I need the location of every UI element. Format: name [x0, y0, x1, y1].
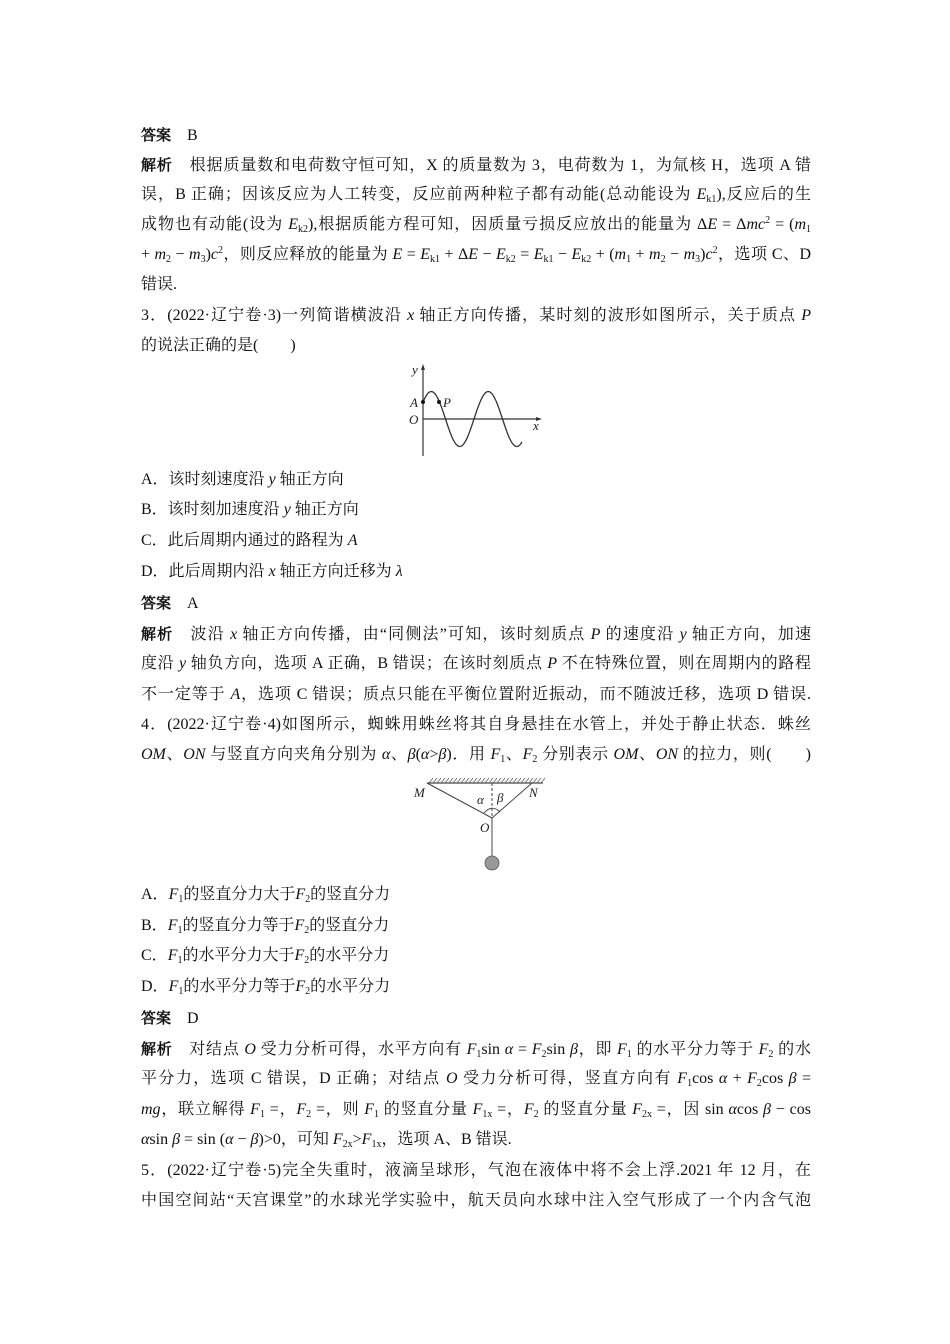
label-beta: β — [497, 790, 504, 805]
text-segment: − — [478, 246, 496, 263]
text-segment: 2 — [756, 1078, 762, 1089]
text-segment: ( — [415, 746, 421, 763]
hatch-mark — [513, 778, 517, 783]
text-segment: 1 — [806, 224, 811, 235]
text-segment: OM — [141, 746, 166, 763]
text-segment: E — [533, 246, 544, 263]
text-segment: 2 — [305, 986, 311, 997]
text-segment: 2 — [765, 215, 771, 226]
text-segment: F — [364, 1101, 374, 1118]
text-segment: 2 — [304, 955, 310, 966]
text-segment: 的竖直分力 — [309, 917, 390, 934]
text-segment: B — [171, 127, 198, 144]
text-segment: 2 — [712, 245, 718, 256]
text-segment: 对结点 — [172, 1041, 245, 1058]
text-segment: = Δ — [717, 216, 747, 233]
text-segment: 1 — [177, 955, 183, 966]
text-segment: 波沿 — [173, 626, 231, 643]
text-segment: E — [468, 246, 479, 263]
hatch-mark — [481, 778, 485, 783]
text-segment: A． — [141, 886, 169, 903]
text-segment: β — [438, 746, 447, 763]
text-segment: =， — [492, 1101, 524, 1118]
text-segment: β — [569, 1041, 578, 1058]
hatch-mark — [533, 778, 537, 783]
text-segment: 不在特殊位置，则在周期内的路程 — [557, 655, 811, 672]
text-segment: 、 — [165, 746, 184, 763]
text-segment: P — [590, 626, 601, 643]
text-segment: ，联立解得 — [160, 1101, 251, 1118]
text-segment: F — [523, 1101, 534, 1118]
spider-ball — [485, 856, 499, 870]
text-segment: + Δ — [440, 246, 469, 263]
text-segment: 轴正方向传播，由“同侧法”可知，该时刻质点 — [237, 626, 591, 643]
text-segment: x — [268, 563, 276, 580]
hatch-mark — [441, 778, 445, 783]
label-m: M — [414, 785, 425, 800]
text-segment: 、 — [390, 746, 408, 763]
text-segment: ON — [183, 746, 206, 763]
text-segment: F — [522, 746, 533, 763]
hatch-mark — [537, 778, 541, 783]
text-segment: 2 — [304, 925, 310, 936]
text-segment: F — [490, 746, 501, 763]
text-segment: 1 — [626, 254, 632, 265]
text-segment: 的水平分力等于 — [631, 1041, 759, 1058]
text-segment: 的竖直分力 — [310, 886, 391, 903]
spider-figure — [413, 778, 545, 870]
hatch-mark — [449, 778, 453, 783]
text-segment: E — [496, 246, 506, 263]
hatch-mark — [485, 778, 489, 783]
text-segment: 轴正方向 — [275, 471, 344, 488]
text-segment: 5．(2022·辽宁卷·5)完全失重时，液滴呈球形，气泡在液体中将不会上浮.2021 年 12 月，在 — [141, 1162, 811, 1179]
text-segment: y — [679, 626, 687, 643]
text-segment: P — [547, 655, 558, 672]
section-label: 答案 — [141, 126, 172, 144]
text-segment: F — [294, 917, 305, 934]
text-segment: 2 — [166, 254, 172, 265]
text-segment: 与竖直方向夹角分别为 — [205, 746, 382, 763]
text-segment: D — [171, 1010, 199, 1027]
text-segment: 2x — [342, 1139, 353, 1150]
hatch-mark — [525, 778, 529, 783]
text-segment: > — [429, 746, 439, 763]
text-segment: k1 — [706, 194, 717, 205]
text-segment: ，选项 A、B 错误. — [381, 1131, 512, 1148]
text-segment: α — [504, 1041, 514, 1058]
text-segment: 2x — [641, 1109, 652, 1120]
text-segment: sin — [481, 1041, 505, 1058]
text-segment: ),反应后的生 — [716, 186, 811, 203]
hatch-mark — [501, 778, 505, 783]
text-segment: = — [796, 1070, 811, 1087]
text-segment: y — [178, 655, 187, 672]
text-segment: 2 — [218, 245, 223, 256]
text-segment: F — [677, 1070, 688, 1087]
text-segment: 轴正方向 — [290, 501, 359, 518]
text-segment: 1x — [482, 1109, 493, 1120]
hatch-mark — [453, 778, 457, 783]
text-segment: α — [141, 1131, 150, 1148]
hatch-mark — [517, 778, 521, 783]
label-n: N — [529, 785, 538, 800]
text-segment: 1x — [371, 1139, 382, 1150]
section-label: 答案 — [141, 594, 172, 612]
hatch-mark — [433, 778, 437, 783]
text-segment: F — [332, 1131, 343, 1148]
text-segment: F — [250, 1101, 260, 1118]
text-segment: m — [683, 246, 696, 263]
text-segment: 1 — [259, 1109, 265, 1120]
text-segment: 受力分析可得，竖直方向有 — [457, 1070, 678, 1087]
text-segment: F — [295, 978, 306, 995]
text-segment: 的速度沿 — [600, 626, 680, 643]
text-segment: 的水平分力等于 — [183, 978, 296, 995]
wave-figure — [409, 362, 542, 456]
text-segment: mc — [746, 216, 766, 233]
section-label: 解析 — [141, 156, 173, 174]
section-label: 答案 — [141, 1009, 172, 1027]
text-segment: 1 — [177, 925, 183, 936]
text-segment: F — [361, 1131, 372, 1148]
text-segment: 1 — [178, 894, 184, 905]
hatch-mark — [509, 778, 513, 783]
text-segment: F — [466, 1041, 477, 1058]
text-segment: 的竖直分量 — [538, 1101, 633, 1118]
hatch-mark — [469, 778, 473, 783]
text-segment: + — [631, 246, 650, 263]
text-segment: ),根据质能方程可知，因质量亏损反应放出的能量为 Δ — [308, 216, 708, 233]
text-segment: cos — [692, 1070, 719, 1087]
label-y: y — [412, 362, 418, 377]
text-segment: ) — [700, 246, 706, 263]
text-segment: 的水平分力 — [309, 947, 390, 964]
text-segment: β — [788, 1070, 797, 1087]
text-segment: = — [402, 246, 421, 263]
text-segment: mg — [141, 1101, 161, 1118]
text-segment: 错误. — [141, 276, 178, 293]
text-segment: A — [230, 686, 241, 703]
text-segment: − — [233, 1131, 251, 1148]
text-segment: P — [801, 307, 811, 324]
text-segment: F — [294, 947, 305, 964]
text-segment: − — [553, 246, 572, 263]
text-segment: 的说法正确的是( ) — [141, 337, 296, 354]
text-segment: =，因 sin — [651, 1101, 729, 1118]
text-segment: = sin ( — [180, 1131, 226, 1148]
text-segment: 1 — [178, 986, 184, 997]
text-segment: α — [420, 746, 430, 763]
text-segment: 4．(2022·辽宁卷·4)如图所示，蜘蛛用蛛丝将其自身悬挂在水管上，并处于静止状态．蛛丝 — [141, 716, 811, 733]
text-segment: β — [407, 746, 416, 763]
text-segment: O — [244, 1041, 256, 1058]
text-segment: B． — [141, 917, 168, 934]
text-segment: F — [167, 947, 178, 964]
text-segment: ，则反应释放的能量为 — [223, 246, 393, 263]
text-segment: = — [515, 246, 534, 263]
point-a — [421, 400, 425, 404]
text-segment: OM — [613, 746, 639, 763]
text-segment: D． — [141, 978, 169, 995]
hatch-mark — [521, 778, 525, 783]
text-segment: F — [295, 886, 306, 903]
y-axis-arrow-icon — [421, 364, 425, 370]
text-segment: α — [381, 746, 391, 763]
text-segment: F — [167, 917, 178, 934]
text-segment: D．此后周期内沿 — [141, 563, 269, 580]
text-segment: )．用 — [446, 746, 491, 763]
text-segment: β — [172, 1131, 181, 1148]
hatch-mark — [505, 778, 509, 783]
text-segment: 成物也有动能(设为 — [141, 216, 289, 233]
text-segment: k2 — [581, 254, 592, 265]
text-segment: α — [728, 1101, 737, 1118]
text-segment: 中国空间站“天宫课堂”的水球光学实验中，航天员向水球中注入空气形成了一个内含气泡 — [141, 1192, 811, 1209]
label-alpha: α — [477, 792, 484, 807]
hatch-mark — [529, 778, 533, 783]
text-segment: E — [707, 216, 718, 233]
text-segment: 的拉力，则( ) — [678, 746, 811, 763]
text-segment: = ( — [770, 216, 795, 233]
text-segment: y — [268, 471, 276, 488]
text-segment: A — [347, 532, 358, 549]
text-segment: β — [250, 1131, 259, 1148]
text-segment: + — [141, 246, 155, 263]
text-segment: C． — [141, 947, 168, 964]
text-segment: sin — [546, 1041, 570, 1058]
text-segment: F — [758, 1041, 769, 1058]
text-segment: k1 — [430, 254, 441, 265]
section-label: 解析 — [141, 1040, 173, 1058]
hatch-mark — [437, 778, 441, 783]
text-segment: m — [614, 246, 627, 263]
text-segment: 的竖直分力大于 — [183, 886, 296, 903]
text-segment: ) — [205, 246, 211, 263]
text-segment: y — [283, 501, 291, 518]
text-segment: 轴正方向迁移为 — [275, 563, 396, 580]
text-segment: 2 — [533, 1109, 539, 1120]
text-segment: 不一定等于 — [141, 686, 231, 703]
text-segment: 1 — [626, 1049, 632, 1060]
text-segment: k1 — [543, 254, 554, 265]
text-segment: α — [718, 1070, 728, 1087]
text-segment: 1 — [373, 1109, 379, 1120]
text-segment: 的水 — [773, 1041, 811, 1058]
text-segment: F — [747, 1070, 757, 1087]
text-segment: C．此后周期内通过的路程为 — [141, 532, 348, 549]
text-segment: x — [407, 307, 415, 324]
hatch-mark — [493, 778, 497, 783]
text-segment: 误，B 正确；因该反应为人工转变，反应前两种粒子都有动能(总动能设为 — [141, 186, 697, 203]
text-segment: 2 — [541, 1049, 547, 1060]
text-segment: 的水平分力大于 — [182, 947, 295, 964]
label-a: A — [410, 395, 418, 410]
text-segment: 1 — [500, 754, 506, 765]
hatch-mark — [541, 778, 545, 783]
text-segment: 受力分析可得，水平方向有 — [255, 1041, 467, 1058]
text-segment: O — [446, 1070, 458, 1087]
text-segment: 1 — [687, 1078, 693, 1089]
text-segment: E — [696, 186, 707, 203]
text-segment: α — [225, 1131, 234, 1148]
text-segment: F — [617, 1041, 627, 1058]
text-segment: 轴正方向，加速 — [686, 626, 811, 643]
hatch-mark — [457, 778, 461, 783]
text-segment: = — [513, 1041, 532, 1058]
text-segment: ，选项 C、D — [717, 246, 811, 263]
hatch-mark — [465, 778, 469, 783]
hatch-mark — [461, 778, 465, 783]
text-segment: 的竖直分量 — [378, 1101, 473, 1118]
text-segment: E — [571, 246, 582, 263]
text-segment: A．该时刻速度沿 — [141, 471, 269, 488]
text-segment: E — [288, 216, 298, 233]
hatch-mark — [477, 778, 481, 783]
text-segment: F — [296, 1101, 307, 1118]
text-segment: λ — [395, 563, 403, 580]
text-segment: k2 — [298, 224, 308, 235]
text-segment: − cos — [771, 1101, 811, 1118]
text-segment: 轴负方向，选项 A 正确，B 错误；在该时刻质点 — [186, 655, 548, 672]
text-segment: 2 — [306, 1109, 312, 1120]
text-segment: =， — [264, 1101, 297, 1118]
text-segment: F — [168, 886, 179, 903]
text-segment: m — [189, 246, 201, 263]
text-segment: 平分力，选项 C 错误，D 正确；对结点 — [141, 1070, 446, 1087]
text-segment: + — [727, 1070, 748, 1087]
text-segment: 2 — [532, 754, 538, 765]
text-segment: − — [171, 246, 189, 263]
hatch-mark — [497, 778, 501, 783]
text-segment: 1 — [476, 1049, 482, 1060]
text-segment: E — [392, 246, 403, 263]
label-o: O — [409, 412, 419, 427]
text-segment: ，选项 C 错误；质点只能在平衡位置附近振动，而不随波迁移，选项 D 错误. — [240, 686, 811, 703]
text-segment: 度沿 — [141, 655, 179, 672]
text-segment: ，即 — [577, 1041, 617, 1058]
text-segment: F — [472, 1101, 483, 1118]
hatch-mark — [473, 778, 477, 783]
text-segment: 分别表示 — [537, 746, 614, 763]
text-segment: B．该时刻加速度沿 — [141, 501, 284, 518]
text-segment: 2 — [768, 1049, 774, 1060]
text-segment: 轴正方向传播，某时刻的波形如图所示，关于质点 — [414, 307, 802, 324]
text-segment: cos — [761, 1070, 789, 1087]
label-p: P — [443, 395, 451, 410]
hatch-mark — [445, 778, 449, 783]
text-segment: k2 — [505, 254, 516, 265]
text-segment: A — [171, 595, 199, 612]
label-x: x — [533, 418, 539, 433]
text-segment: m — [154, 246, 167, 263]
text-segment: F — [168, 978, 179, 995]
text-segment: > — [352, 1131, 362, 1148]
text-segment: 2 — [660, 254, 666, 265]
text-segment: F — [531, 1041, 542, 1058]
text-segment: c — [705, 246, 713, 263]
text-segment: − — [665, 246, 684, 263]
hatch-mark — [489, 778, 493, 783]
pipe-hatching — [429, 778, 545, 783]
text-segment: 根据质量数和电荷数守恒可知，X 的质量数为 3，电荷数为 1，为氚核 H，选项 A 错 — [172, 157, 811, 174]
text-segment: )>0，可知 — [258, 1131, 333, 1148]
text-segment: x — [230, 626, 238, 643]
text-segment: + ( — [591, 246, 615, 263]
text-segment: m — [649, 246, 661, 263]
label-o: O — [480, 820, 490, 835]
text-segment: cos — [736, 1101, 764, 1118]
text-segment: 3 — [695, 254, 701, 265]
text-segment: E — [420, 246, 431, 263]
text-segment: =，则 — [311, 1101, 365, 1118]
text-segment: sin — [149, 1131, 173, 1148]
text-segment: 2 — [305, 894, 311, 905]
text-segment: β — [763, 1101, 772, 1118]
text-segment: c — [210, 246, 218, 263]
text-segment: 的水平分力 — [310, 978, 391, 995]
text-segment: 的竖直分力等于 — [182, 917, 295, 934]
text-segment: m — [794, 216, 806, 233]
section-label: 解析 — [141, 625, 174, 643]
text-segment: 、 — [505, 746, 523, 763]
text-segment: ON — [655, 746, 679, 763]
text-segment: 3．(2022·辽宁卷·3)一列简谐横波沿 — [141, 307, 408, 324]
point-p — [437, 400, 441, 404]
hatch-mark — [429, 778, 433, 783]
text-segment: 、 — [638, 746, 656, 763]
text-segment: F — [632, 1101, 642, 1118]
text-segment: 3 — [200, 254, 206, 265]
